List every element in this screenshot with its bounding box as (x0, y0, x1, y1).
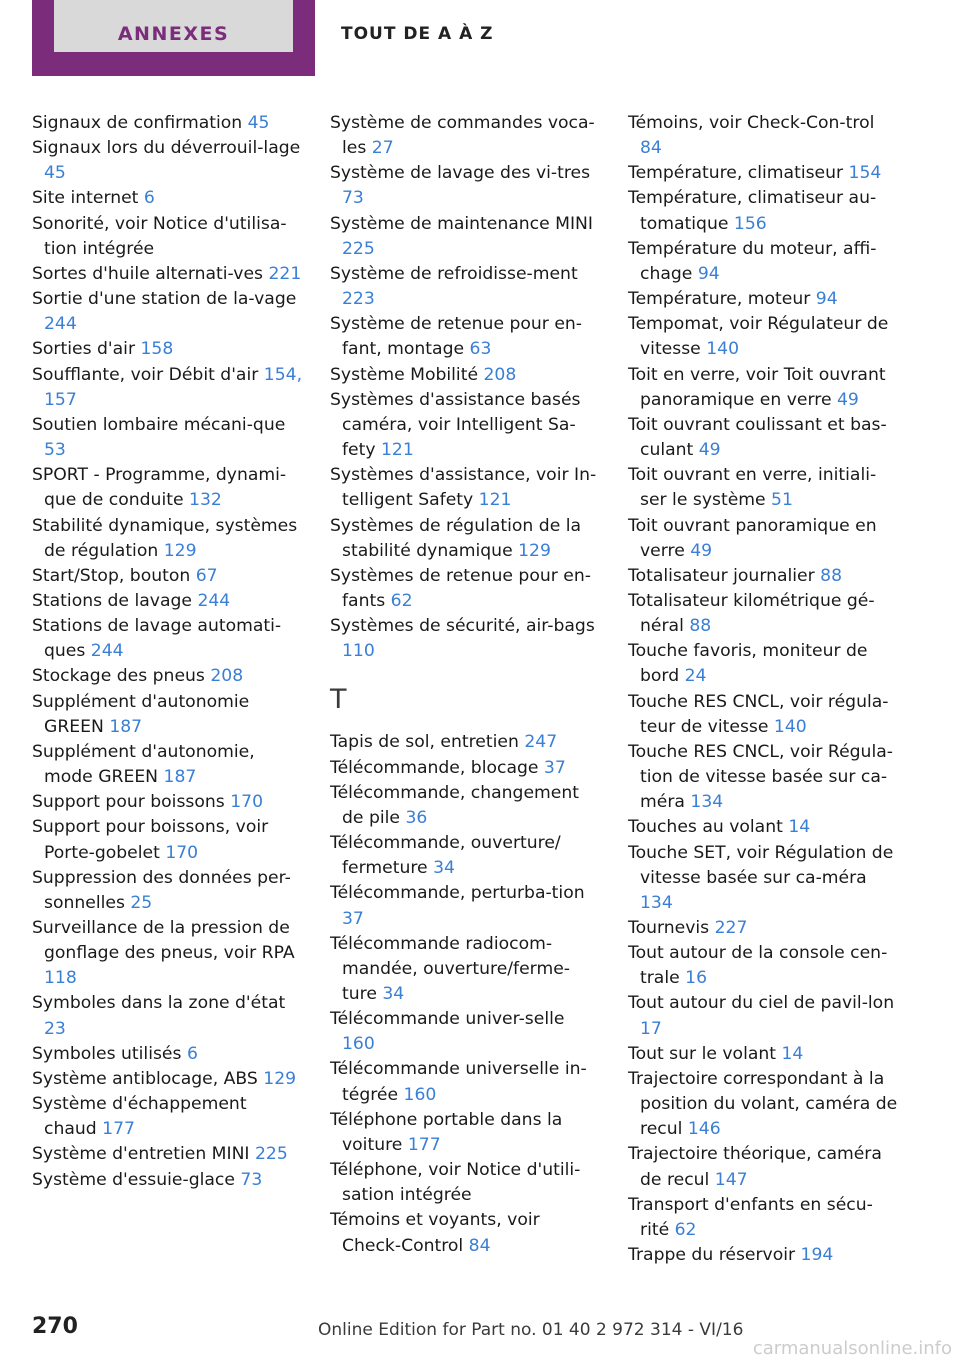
page-reference-link[interactable]: 244 (197, 590, 231, 611)
index-entry-text: Tout autour de la console cen-trale (628, 943, 888, 989)
index-entry (32, 690, 304, 740)
page-reference-link[interactable]: 154, 157 (44, 364, 303, 410)
index-entry-text: Transport d'enfants en sécu-rité (628, 1194, 873, 1240)
index-entry-text: Système antiblocage, ABS (32, 1068, 264, 1089)
index-entry-text: Trajectoire théorique, caméra de recul (628, 1144, 882, 1190)
index-entry (330, 514, 602, 564)
index-entry (330, 1208, 602, 1258)
index-entry (32, 564, 304, 589)
index-entry-text: Symboles utilisés (32, 1043, 187, 1064)
page-reference-link[interactable]: 221 (268, 263, 302, 284)
page-reference-link[interactable]: 84 (468, 1235, 491, 1256)
index-entry (330, 1057, 602, 1107)
page-reference-link[interactable]: 129 (518, 540, 551, 561)
page-reference-link[interactable]: 17 (640, 1018, 662, 1039)
edition-footer: Online Edition for Part no. 01 40 2 972 314 - VI/16 (318, 1320, 744, 1340)
index-entry (628, 514, 900, 564)
index-entry-text: Support pour boissons (32, 792, 231, 813)
page-reference-link[interactable]: 247 (524, 732, 558, 753)
index-entry (330, 111, 602, 161)
index-entry (32, 740, 304, 790)
index-entry (628, 463, 900, 513)
index-entry-text: Tempomat, voir Régulateur de vitesse (628, 314, 889, 360)
page-reference-link[interactable]: 53 (44, 440, 66, 461)
page-reference-link[interactable]: 49 (698, 440, 721, 461)
index-entry (32, 136, 304, 186)
index-entry (330, 831, 602, 881)
page-reference-link[interactable]: 227 (714, 918, 748, 938)
index-entry-text: Surveillance de la pression de gonflage des pneus, voir RPA (32, 918, 295, 964)
index-entry (628, 363, 900, 413)
page-reference-link[interactable]: 208 (483, 364, 517, 385)
index-entry-text: Système d'entretien MINI (32, 1144, 255, 1165)
page-reference-link[interactable]: 37 (543, 757, 566, 778)
index-entry-text: Télécommande univer-selle (330, 1009, 565, 1030)
page-reference-link[interactable]: 160 (403, 1084, 437, 1105)
page-reference-link[interactable]: 158 (140, 339, 174, 360)
index-entry-text: Symboles dans la zone d'état (32, 993, 286, 1014)
page-reference-link[interactable]: 129 (163, 540, 197, 561)
page-reference-link[interactable]: 6 (186, 1043, 198, 1064)
index-entry (330, 262, 602, 312)
page-reference-link[interactable]: 134 (690, 792, 724, 813)
index-entry (628, 1243, 900, 1268)
page-reference-link[interactable]: 45 (44, 163, 66, 184)
page-reference-link[interactable]: 225 (254, 1144, 288, 1165)
page-reference-link[interactable]: 170 (230, 792, 264, 813)
index-entry (628, 639, 900, 689)
index-entry-text: Trappe du réservoir (628, 1245, 801, 1266)
page-reference-link[interactable]: 223 (342, 289, 375, 310)
index-entry-text: Toit ouvrant panoramique en verre (628, 515, 877, 561)
page-reference-link[interactable]: 156 (733, 213, 767, 234)
page-reference-link[interactable]: 14 (788, 817, 811, 838)
index-entry-text: Suppression des données per-sonnelles (32, 867, 291, 913)
index-entry (628, 1193, 900, 1243)
page-reference-link[interactable]: 225 (342, 238, 375, 259)
index-entry (330, 564, 602, 614)
index-entry-text: Toit ouvrant coulissant et bas-culant (628, 414, 887, 461)
page-reference-link[interactable]: 140 (706, 339, 740, 360)
index-entry-text: Système de refroidisse-ment (330, 263, 578, 284)
index-entry (628, 740, 900, 815)
page-title: TOUT DE A À Z (341, 24, 494, 44)
index-entry-text: Touche SET, voir Régulation de vitesse basée sur ca-méra (628, 842, 894, 888)
page-reference-link[interactable]: 187 (163, 767, 197, 788)
index-entry (32, 815, 304, 865)
index-entry-text: Tournevis (628, 918, 715, 938)
page-reference-link[interactable]: 49 (836, 389, 859, 410)
page-reference-link[interactable]: 62 (390, 590, 413, 611)
page-reference-link[interactable]: 73 (240, 1169, 263, 1190)
page-reference-link[interactable]: 16 (685, 968, 708, 989)
index-entry-text: Témoins et voyants, voir Check-Control (330, 1210, 540, 1256)
page-reference-link[interactable]: 88 (689, 616, 712, 637)
index-entry (330, 1158, 602, 1208)
index-entry-text: Soutien lombaire mécani-que (32, 414, 286, 435)
index-entry-text: Sonorité, voir Notice d'utilisa-tion intégrée (32, 213, 287, 259)
index-entry-text: Tout sur le volant (628, 1043, 782, 1064)
index-entry (32, 589, 304, 614)
index-entry-text: Touche RES CNCL, voir régula-teur de vitesse (628, 691, 889, 737)
index-entry-text: Stockage des pneus (32, 666, 211, 687)
index-entry (32, 287, 304, 337)
index-entry (628, 589, 900, 639)
index-entry (330, 730, 602, 755)
index-entry (330, 614, 602, 664)
index-entry (32, 413, 304, 463)
index-entry (32, 186, 304, 211)
index-entry-text: Télécommande, ouverture/ fermeture (330, 833, 561, 879)
index-entry (330, 781, 602, 831)
page-reference-link[interactable]: 62 (674, 1219, 697, 1240)
index-entry-text: Système d'essuie-glace (32, 1169, 241, 1190)
index-entry-text: Télécommande universelle in-tégrée (330, 1059, 587, 1105)
page-reference-link[interactable]: 147 (714, 1169, 748, 1190)
index-entry (330, 161, 602, 211)
index-entry-text: Système de retenue pour en-fant, montage (330, 314, 582, 360)
page-reference-link[interactable]: 24 (684, 666, 707, 687)
section-tab-label: ANNEXES (54, 0, 293, 52)
index-entry (32, 337, 304, 362)
index-entry-text: Température, moteur (628, 289, 816, 310)
index-entry (628, 237, 900, 287)
page-reference-link[interactable]: 177 (407, 1134, 441, 1155)
index-entry-text: Tout autour du ciel de pavil-lon (628, 993, 895, 1014)
page-reference-link[interactable]: 73 (342, 188, 364, 209)
index-entry (628, 161, 900, 186)
index-entry (628, 287, 900, 312)
page-reference-link[interactable]: 51 (771, 490, 793, 511)
index-entry (32, 514, 304, 564)
index-entry-text: Start/Stop, bouton (32, 565, 196, 586)
index-entry (32, 664, 304, 689)
index-entry (32, 111, 304, 136)
page-reference-link[interactable]: 45 (247, 113, 270, 133)
page-reference-link[interactable]: 187 (109, 716, 143, 737)
index-entry (32, 463, 304, 513)
page-reference-link[interactable]: 121 (478, 490, 512, 511)
page-reference-link[interactable]: 27 (371, 138, 394, 159)
index-entry-text: Température du moteur, affi-chage (628, 238, 877, 284)
page-reference-link[interactable]: 244 (90, 641, 124, 662)
index-entry-text: Télécommande radiocom-mandée, ouverture/ferme-ture (330, 933, 570, 1004)
index-entry-text: Touches au volant (628, 817, 789, 838)
index-entry (32, 866, 304, 916)
index-entry (32, 916, 304, 991)
index-entry-text: Support pour boissons, voir Porte-gobelet (32, 817, 269, 863)
index-entry-text: Tapis de sol, entretien (330, 732, 525, 753)
page-reference-link[interactable]: 94 (697, 263, 720, 284)
index-entry-text: Supplément d'autonomie GREEN (32, 691, 250, 737)
index-entry (628, 1042, 900, 1067)
page-reference-link[interactable]: 154 (848, 163, 882, 184)
index-entry-text: Systèmes de sécurité, air-bags (330, 616, 595, 637)
page-reference-link[interactable]: 23 (44, 1018, 66, 1039)
index-entry-text: SPORT - Programme, dynami-que de conduite (32, 465, 287, 511)
page-reference-link[interactable]: 244 (44, 314, 77, 335)
index-entry-text: Sortie d'une station de la-vage (32, 289, 297, 310)
index-entry (32, 1042, 304, 1067)
section-tab (32, 0, 315, 76)
index-entry-text: Systèmes d'assistance, voir In-telligent Safety (330, 465, 597, 511)
index-entry-text: Télécommande, perturba-tion (330, 883, 585, 904)
index-entry (330, 881, 602, 931)
index-entry (628, 690, 900, 740)
page-reference-link[interactable]: 146 (687, 1119, 721, 1140)
index-entry-text: Téléphone, voir Notice d'utili-sation intégrée (330, 1160, 581, 1206)
index-entry-text: Stabilité dynamique, systèmes de régulation (32, 515, 298, 561)
index-entry-text: Système de lavage des vi-tres (330, 163, 591, 184)
index-entry (32, 614, 304, 664)
index-entry-text: Systèmes d'assistance basés caméra, voir Intelligent Sa-fety (330, 389, 581, 461)
index-entry-text: Système de maintenance MINI (330, 213, 593, 234)
index-entry-text: Télécommande, blocage (330, 757, 544, 778)
index-entry (628, 312, 900, 362)
index-entry-text: Stations de lavage (32, 590, 198, 611)
page-reference-link[interactable]: 134 (640, 892, 673, 913)
index-entry-text: Température, climatiseur (628, 163, 849, 184)
index-entry-text: Sorties d'air (32, 339, 141, 360)
page-reference-link[interactable]: 88 (820, 565, 843, 586)
index-entry-text: Trajectoire correspondant à la position du volant, caméra de recul (628, 1068, 898, 1140)
page-reference-link[interactable]: 34 (433, 858, 455, 879)
index-entry (330, 212, 602, 262)
index-entry (32, 1142, 304, 1167)
index-entry-text: Touche favoris, moniteur de bord (628, 641, 868, 687)
index-letter-heading: T (330, 684, 347, 716)
page-reference-link[interactable]: 25 (130, 892, 153, 913)
index-entry (628, 941, 900, 991)
index-entry (628, 111, 900, 161)
index-entry-text: Témoins, voir Check-Con-trol (628, 113, 875, 133)
page-reference-link[interactable]: 49 (690, 540, 713, 561)
index-entry-text: Toit ouvrant en verre, initiali-ser le système (628, 465, 877, 511)
page-reference-link[interactable]: 6 (143, 188, 155, 209)
page-reference-link[interactable]: 170 (165, 842, 199, 863)
page-reference-link[interactable]: 110 (342, 641, 375, 662)
index-entry-text: Télécommande, changement de pile (330, 782, 579, 828)
index-entry-text: Système d'échappement chaud (32, 1094, 247, 1140)
page-reference-link[interactable]: 34 (382, 984, 405, 1004)
index-entry-text: Stations de lavage automati-ques (32, 616, 282, 662)
index-entry (628, 991, 900, 1041)
index-entry (330, 463, 602, 513)
index-entry-text: Signaux de confirmation (32, 113, 248, 133)
index-entry-text: Téléphone portable dans la voiture (330, 1109, 563, 1155)
index-entry (628, 916, 900, 941)
page-reference-link[interactable]: 14 (781, 1043, 804, 1064)
index-entry-text: Touche RES CNCL, voir Régula-tion de vitesse basée sur ca-méra (628, 741, 893, 813)
index-entry-text: Système Mobilité (330, 364, 484, 385)
index-entry (32, 1092, 304, 1142)
index-entry (32, 991, 304, 1041)
page-reference-link[interactable]: 208 (210, 666, 244, 687)
index-entry (330, 363, 602, 388)
page-reference-link[interactable]: 84 (640, 138, 662, 159)
index-entry-text: Soufflante, voir Débit d'air (32, 364, 264, 385)
index-entry-text: Systèmes de régulation de la stabilité dynamique (330, 515, 582, 561)
page-reference-link[interactable]: 121 (381, 440, 414, 461)
page-reference-link[interactable]: 36 (405, 807, 428, 828)
index-entry-text: Signaux lors du déverrouil-lage (32, 138, 301, 159)
page-reference-link[interactable]: 132 (189, 490, 222, 511)
index-entry (330, 756, 602, 781)
index-entry (330, 1007, 602, 1057)
index-entry (32, 1168, 304, 1193)
page-reference-link[interactable]: 194 (800, 1245, 834, 1266)
index-entry (628, 413, 900, 463)
index-entry (32, 790, 304, 815)
index-entry (32, 262, 304, 287)
page-reference-link[interactable]: 63 (469, 339, 492, 360)
index-entry (330, 312, 602, 362)
index-entry (628, 841, 900, 916)
page-reference-link[interactable]: 118 (44, 968, 77, 989)
index-column-2 (330, 111, 602, 1259)
page-number: 270 (32, 1314, 78, 1339)
page-reference-link[interactable]: 177 (102, 1119, 135, 1140)
page-reference-link[interactable]: 67 (195, 565, 218, 586)
index-entry (32, 363, 304, 413)
index-entry-text: Systèmes de retenue pour en-fants (330, 565, 591, 611)
index-entry-text: Totalisateur journalier (628, 565, 821, 586)
index-entry-text: Supplément d'autonomie, mode GREEN (32, 741, 255, 788)
page-reference-link[interactable]: 94 (815, 289, 838, 310)
index-entry (628, 815, 900, 840)
index-entry (330, 932, 602, 1007)
index-entry-text: Totalisateur kilométrique gé-néral (628, 590, 875, 637)
page-reference-link[interactable]: 160 (342, 1034, 375, 1055)
index-entry (330, 1108, 602, 1158)
index-entry (32, 1067, 304, 1092)
watermark: carmanualsonline.info (752, 1338, 952, 1359)
index-entry-text: Sortes d'huile alternati-ves (32, 263, 269, 284)
index-entry (628, 1142, 900, 1192)
index-entry (330, 388, 602, 463)
page-reference-link[interactable]: 129 (263, 1068, 297, 1089)
index-entry-text: Site internet (32, 188, 144, 209)
page-reference-link[interactable]: 37 (342, 908, 364, 929)
index-entry (628, 1067, 900, 1142)
index-entry-text: Température, climatiseur au-tomatique (628, 188, 877, 234)
index-entry (628, 186, 900, 236)
index-entry-text: Système de commandes voca-les (330, 113, 595, 159)
index-column-3 (628, 111, 900, 1268)
page-reference-link[interactable]: 140 (773, 716, 807, 737)
index-entry (628, 564, 900, 589)
index-column-1 (32, 111, 304, 1193)
index-entry (32, 212, 304, 262)
index-entry-text: Toit en verre, voir Toit ouvrant panoramique en verre (628, 364, 886, 410)
